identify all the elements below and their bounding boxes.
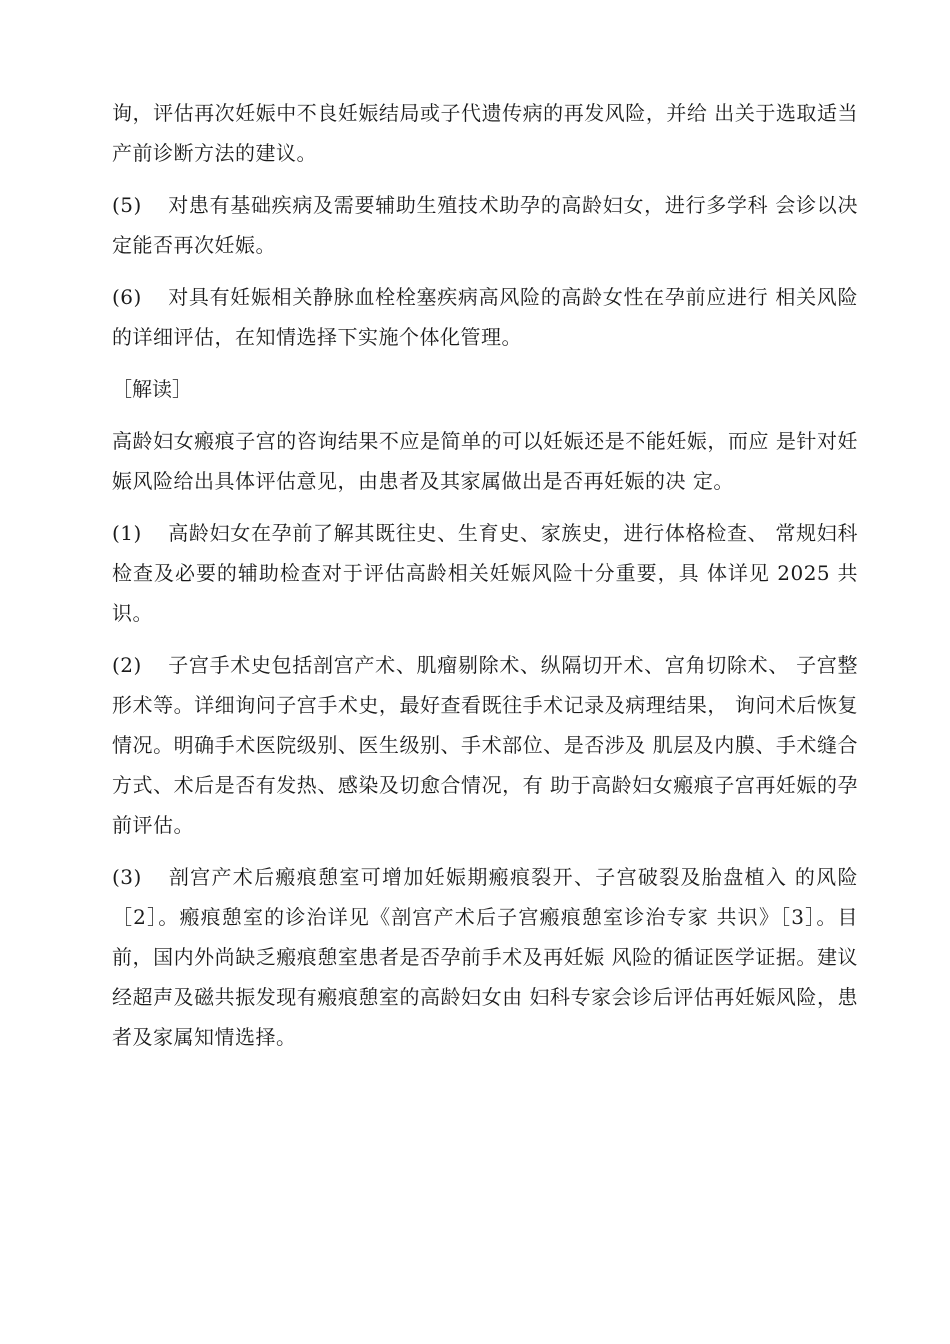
paragraph-text: 子宫手术史包括剖宫产术、肌瘤剔除术、纵隔切开术、宫角切除术、 子宫整形术等。详细询问子宫手术史，最好查看既往手术记录及病理结果， 询问术后恢复情况。明确手术医院级别、医生级别、手术部位、是否涉及 肌层及内膜、手术缝合方式、术后是否有发热、感染及切愈合情况，有 助于高龄妇女瘢痕子宫再妊娠的孕前评估。 <box>112 653 858 837</box>
list-number: (3) <box>112 865 142 889</box>
document-page <box>112 93 858 1057</box>
interpretation-heading: ［解读］ <box>112 377 192 401</box>
interpretation-item-3 <box>112 857 858 1057</box>
list-number: (1) <box>112 521 142 545</box>
interpretation-item-2 <box>112 645 858 845</box>
list-item-6 <box>112 277 858 357</box>
list-number: (6) <box>112 285 142 309</box>
paragraph-text: 剖宫产术后瘢痕憩室可增加妊娠期瘢痕裂开、子宫破裂及胎盘植入 的风险［2］。瘢痕憩室的诊治详见《剖宫产术后子宫瘢痕憩室诊治专家 共识》［3］。目前，国内外尚缺乏瘢痕憩室患者是否孕前手术及再妊娠 风险的循证医学证据。建议经超声及磁共振发现有瘢痕憩室的高龄妇女由 妇科专家会诊后评估再妊娠风险，患者及家属知情选择。 <box>112 865 858 1049</box>
paragraph-text: 询，评估再次妊娠中不良妊娠结局或子代遗传病的再发风险，并给 出关于选取适当产前诊断方法的建议。 <box>112 101 858 165</box>
list-item-5 <box>112 185 858 265</box>
list-number: (2) <box>112 653 142 677</box>
paragraph-text: 对患有基础疾病及需要辅助生殖技术助孕的高龄妇女，进行多学科 会诊以决定能否再次妊娠。 <box>112 193 858 257</box>
interpretation-intro <box>112 421 858 501</box>
paragraph-text: 对具有妊娠相关静脉血栓栓塞疾病高风险的高龄女性在孕前应进行 相关风险的详细评估，在知情选择下实施个体化管理。 <box>112 285 858 349</box>
interpretation-item-1 <box>112 513 858 633</box>
paragraph-text: 高龄妇女在孕前了解其既往史、生育史、家族史，进行体格检查、 常规妇科检查及必要的辅助检查对于评估高龄相关妊娠风险十分重要，具 体详见 2025 共识。 <box>112 521 858 625</box>
list-number: (5) <box>112 193 142 217</box>
paragraph-text: 高龄妇女瘢痕子宫的咨询结果不应是简单的可以妊娠还是不能妊娠，而应 是针对妊娠风险给出具体评估意见，由患者及其家属做出是否再妊娠的决 定。 <box>112 429 858 493</box>
paragraph-continuation <box>112 93 858 173</box>
